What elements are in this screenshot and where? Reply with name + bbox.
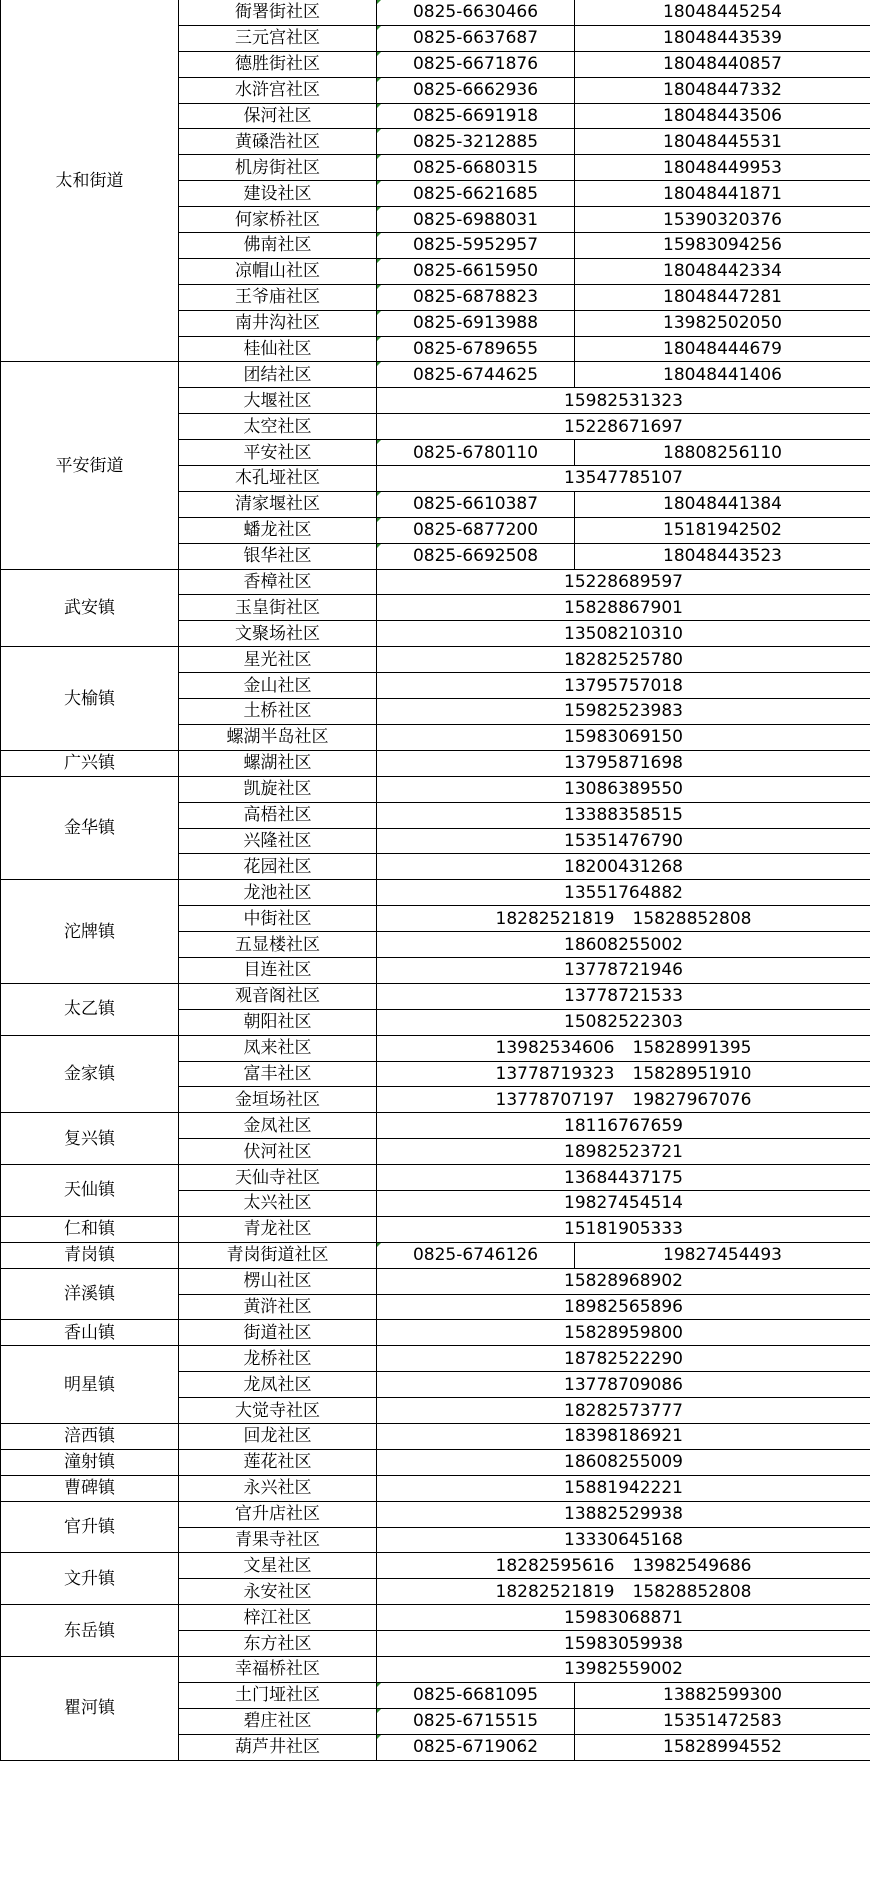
community-name: 木孔垭社区: [179, 466, 377, 492]
mobile-phone: 19827454493: [575, 1242, 870, 1268]
contact-phone: 13795757018: [377, 673, 870, 699]
table-row: [1, 1553, 870, 1579]
landline-phone: 0825-6680315: [377, 155, 575, 181]
landline-phone: 0825-6913988: [377, 310, 575, 336]
community-name: 黄浒社区: [179, 1294, 377, 1320]
community-name: 凯旋社区: [179, 776, 377, 802]
community-name: 永兴社区: [179, 1475, 377, 1501]
town-name: 大榆镇: [1, 647, 179, 751]
contact-phone: 18608255009: [377, 1449, 870, 1475]
community-name: 银华社区: [179, 543, 377, 569]
community-name: 螺湖社区: [179, 750, 377, 776]
landline-phone: 0825-6681095: [377, 1682, 575, 1708]
community-name: 土桥社区: [179, 699, 377, 725]
community-name: 黄磉浩社区: [179, 129, 377, 155]
community-name: 中街社区: [179, 906, 377, 932]
mobile-phone: 18048441871: [575, 181, 870, 207]
community-name: 桂仙社区: [179, 336, 377, 362]
mobile-phone: 18808256110: [575, 440, 870, 466]
town-name: 天仙镇: [1, 1165, 179, 1217]
phone-pair-wrap: [496, 1037, 752, 1059]
contact-phone: 13882529938: [377, 1501, 870, 1527]
mobile-phone: 18048445531: [575, 129, 870, 155]
community-name: 金凤社区: [179, 1113, 377, 1139]
community-name: 文星社区: [179, 1553, 377, 1579]
contact-phone: 13778721533: [377, 983, 870, 1009]
town-name: 文升镇: [1, 1553, 179, 1605]
table-row: [1, 983, 870, 1009]
table-row: [1, 647, 870, 673]
community-name: 青果寺社区: [179, 1527, 377, 1553]
community-name: 大堰社区: [179, 388, 377, 414]
contact-phone: 15228689597: [377, 569, 870, 595]
landline-phone: 0825-6691918: [377, 103, 575, 129]
community-name: 凤来社区: [179, 1035, 377, 1061]
town-name: 曹碑镇: [1, 1475, 179, 1501]
mobile-phone: 18282595616: [495, 1555, 615, 1576]
table-row: [1, 1423, 870, 1449]
mobile-phone: 18048449953: [575, 155, 870, 181]
mobile-phone: 18048443506: [575, 103, 870, 129]
community-name: 蟠龙社区: [179, 517, 377, 543]
community-name: 文聚场社区: [179, 621, 377, 647]
landline-phone: 0825-6662936: [377, 77, 575, 103]
contact-phone: 13684437175: [377, 1165, 870, 1191]
town-name: 金华镇: [1, 776, 179, 880]
contact-phone: 18982523721: [377, 1139, 870, 1165]
mobile-phone: 18048443523: [575, 543, 870, 569]
contact-phone: 15082522303: [377, 1009, 870, 1035]
community-name: 青岗街道社区: [179, 1242, 377, 1268]
mobile-phone: 15983094256: [575, 233, 870, 259]
phone-pair-wrap: [496, 1581, 752, 1603]
table-row: [1, 1113, 870, 1139]
contact-phone: 13778721946: [377, 957, 870, 983]
community-name: 南井沟社区: [179, 310, 377, 336]
town-name: 香山镇: [1, 1320, 179, 1346]
table-row: [1, 1242, 870, 1268]
town-name: 沱牌镇: [1, 880, 179, 984]
mobile-phone: 15828951910: [632, 1063, 752, 1084]
mobile-phone: 15828852808: [632, 1581, 752, 1602]
community-name: 清家堰社区: [179, 491, 377, 517]
town-name: 平安街道: [1, 362, 179, 569]
mobile-phone: 19827967076: [632, 1089, 752, 1110]
community-name: 幸福桥社区: [179, 1657, 377, 1683]
table-row: [1, 1449, 870, 1475]
community-name: 王爷庙社区: [179, 284, 377, 310]
table-row: [1, 1035, 870, 1061]
community-name: 机房街社区: [179, 155, 377, 181]
table-row: [1, 569, 870, 595]
community-name: 兴隆社区: [179, 828, 377, 854]
mobile-phone: 18048447281: [575, 284, 870, 310]
landline-phone: 0825-6671876: [377, 51, 575, 77]
contact-phone: 13778709086: [377, 1372, 870, 1398]
mobile-phone: 18282521819: [495, 1581, 615, 1602]
landline-phone: 0825-5952957: [377, 233, 575, 259]
community-name: 星光社区: [179, 647, 377, 673]
phone-pair: [377, 1087, 870, 1113]
landline-phone: 0825-6615950: [377, 258, 575, 284]
phone-pair-wrap: [496, 1063, 752, 1085]
town-name: 复兴镇: [1, 1113, 179, 1165]
town-name: 武安镇: [1, 569, 179, 647]
community-name: 玉皇街社区: [179, 595, 377, 621]
phone-pair-wrap: [496, 1555, 752, 1577]
mobile-phone: 18048441406: [575, 362, 870, 388]
contact-phone: 15228671697: [377, 414, 870, 440]
town-name: 金家镇: [1, 1035, 179, 1113]
town-name: 太和街道: [1, 0, 179, 362]
phone-pair-wrap: [496, 1089, 752, 1111]
community-name: 德胜街社区: [179, 51, 377, 77]
contact-phone: 19827454514: [377, 1190, 870, 1216]
community-name: 香樟社区: [179, 569, 377, 595]
mobile-phone: 15828852808: [632, 908, 752, 929]
town-name: 洋溪镇: [1, 1268, 179, 1320]
table-row: [1, 1216, 870, 1242]
contact-phone: 13547785107: [377, 466, 870, 492]
community-name: 永安社区: [179, 1579, 377, 1605]
community-name: 龙池社区: [179, 880, 377, 906]
community-name: 建设社区: [179, 181, 377, 207]
community-name: 平安社区: [179, 440, 377, 466]
landline-phone: 0825-6637687: [377, 25, 575, 51]
community-name: 青龙社区: [179, 1216, 377, 1242]
contact-phone: 13982559002: [377, 1657, 870, 1683]
community-name: 回龙社区: [179, 1423, 377, 1449]
table-row: [1, 1346, 870, 1372]
mobile-phone: 18048443539: [575, 25, 870, 51]
community-name: 五显楼社区: [179, 932, 377, 958]
community-name: 目连社区: [179, 957, 377, 983]
town-name: 东岳镇: [1, 1605, 179, 1657]
landline-phone: 0825-6621685: [377, 181, 575, 207]
landline-phone: 0825-6789655: [377, 336, 575, 362]
community-name: 梓江社区: [179, 1605, 377, 1631]
contact-phone: 15828968902: [377, 1268, 870, 1294]
mobile-phone: 13778719323: [495, 1063, 615, 1084]
contact-phone: 13551764882: [377, 880, 870, 906]
mobile-phone: 13982534606: [495, 1038, 615, 1059]
table-row: [1, 0, 870, 25]
community-name: 何家桥社区: [179, 207, 377, 233]
landline-phone: 0825-6878823: [377, 284, 575, 310]
contact-phone: 13795871698: [377, 750, 870, 776]
table-row: [1, 1605, 870, 1631]
phone-pair: [377, 1035, 870, 1061]
town-name: 涪西镇: [1, 1423, 179, 1449]
town-name: 广兴镇: [1, 750, 179, 776]
phone-pair: [377, 1061, 870, 1087]
community-name: 太空社区: [179, 414, 377, 440]
community-name: 金山社区: [179, 673, 377, 699]
community-name: 金垣场社区: [179, 1087, 377, 1113]
contact-phone: 18982565896: [377, 1294, 870, 1320]
contact-phone: 18608255002: [377, 932, 870, 958]
community-name: 花园社区: [179, 854, 377, 880]
mobile-phone: 18282521819: [495, 908, 615, 929]
phone-pair-wrap: [496, 908, 752, 930]
table-row: [1, 880, 870, 906]
community-name: 碧庄社区: [179, 1708, 377, 1734]
community-name: 富丰社区: [179, 1061, 377, 1087]
community-name: 三元宫社区: [179, 25, 377, 51]
table-row: [1, 776, 870, 802]
community-name: 螺湖半岛社区: [179, 724, 377, 750]
community-name: 东方社区: [179, 1631, 377, 1657]
landline-phone: 0825-6744625: [377, 362, 575, 388]
mobile-phone: 15351472583: [575, 1708, 870, 1734]
town-name: 官升镇: [1, 1501, 179, 1553]
mobile-phone: 15828994552: [575, 1734, 870, 1760]
community-name: 保河社区: [179, 103, 377, 129]
contact-phone: 15983068871: [377, 1605, 870, 1631]
community-name: 大觉寺社区: [179, 1398, 377, 1424]
community-name: 太兴社区: [179, 1190, 377, 1216]
landline-phone: 0825-6877200: [377, 517, 575, 543]
community-name: 伏河社区: [179, 1139, 377, 1165]
contact-phone: 18398186921: [377, 1423, 870, 1449]
landline-phone: 0825-6746126: [377, 1242, 575, 1268]
community-name: 龙桥社区: [179, 1346, 377, 1372]
community-name: 佛南社区: [179, 233, 377, 259]
community-name: 团结社区: [179, 362, 377, 388]
town-name: 青岗镇: [1, 1242, 179, 1268]
contact-phone: 15181905333: [377, 1216, 870, 1242]
landline-phone: 0825-6715515: [377, 1708, 575, 1734]
contact-phone: 18282525780: [377, 647, 870, 673]
community-name: 天仙寺社区: [179, 1165, 377, 1191]
mobile-phone: 18048441384: [575, 491, 870, 517]
community-name: 高梧社区: [179, 802, 377, 828]
mobile-phone: 13982549686: [632, 1555, 752, 1576]
mobile-phone: 18048447332: [575, 77, 870, 103]
community-name: 朝阳社区: [179, 1009, 377, 1035]
community-name: 莲花社区: [179, 1449, 377, 1475]
landline-phone: 0825-6692508: [377, 543, 575, 569]
table-row: [1, 750, 870, 776]
contact-phone: 15983059938: [377, 1631, 870, 1657]
landline-phone: 0825-6630466: [377, 0, 575, 25]
community-name: 凉帽山社区: [179, 258, 377, 284]
contact-phone: 13508210310: [377, 621, 870, 647]
table-row: [1, 1320, 870, 1346]
mobile-phone: 13982502050: [575, 310, 870, 336]
contact-phone: 15982523983: [377, 699, 870, 725]
contact-phone: 15828959800: [377, 1320, 870, 1346]
community-name: 龙凤社区: [179, 1372, 377, 1398]
town-name: 瞿河镇: [1, 1657, 179, 1761]
community-name: 葫芦井社区: [179, 1734, 377, 1760]
table-row: [1, 362, 870, 388]
mobile-phone: 18048440857: [575, 51, 870, 77]
phone-pair: [377, 1553, 870, 1579]
landline-phone: 0825-6610387: [377, 491, 575, 517]
table-row: [1, 1475, 870, 1501]
community-name: 官升店社区: [179, 1501, 377, 1527]
contact-phone: 15351476790: [377, 828, 870, 854]
contact-phone: 13330645168: [377, 1527, 870, 1553]
mobile-phone: 13882599300: [575, 1682, 870, 1708]
contact-phone: 18116767659: [377, 1113, 870, 1139]
phone-pair: [377, 906, 870, 932]
mobile-phone: 18048442334: [575, 258, 870, 284]
mobile-phone: 15181942502: [575, 517, 870, 543]
contact-phone: 18282573777: [377, 1398, 870, 1424]
town-name: 潼射镇: [1, 1449, 179, 1475]
contact-phone: 13388358515: [377, 802, 870, 828]
contact-phone: 15881942221: [377, 1475, 870, 1501]
table-row: [1, 1165, 870, 1191]
landline-phone: 0825-6719062: [377, 1734, 575, 1760]
contact-phone: 18200431268: [377, 854, 870, 880]
community-name: 观音阁社区: [179, 983, 377, 1009]
table-row: [1, 1657, 870, 1683]
contact-phone: 15983069150: [377, 724, 870, 750]
table-row: [1, 1268, 870, 1294]
landline-phone: 0825-3212885: [377, 129, 575, 155]
community-name: 楞山社区: [179, 1268, 377, 1294]
town-name: 仁和镇: [1, 1216, 179, 1242]
contact-table-body: [1, 0, 870, 1760]
contact-phone: 15982531323: [377, 388, 870, 414]
town-name: 明星镇: [1, 1346, 179, 1424]
landline-phone: 0825-6780110: [377, 440, 575, 466]
mobile-phone: 15828991395: [632, 1038, 752, 1059]
contact-phone: 18782522290: [377, 1346, 870, 1372]
mobile-phone: 13778707197: [495, 1089, 615, 1110]
community-name: 土门垭社区: [179, 1682, 377, 1708]
community-name: 衙署街社区: [179, 0, 377, 25]
contact-phone: 15828867901: [377, 595, 870, 621]
table-row: [1, 1501, 870, 1527]
town-name: 太乙镇: [1, 983, 179, 1035]
landline-phone: 0825-6988031: [377, 207, 575, 233]
phone-pair: [377, 1579, 870, 1605]
contact-phone: 13086389550: [377, 776, 870, 802]
community-name: 水浒宫社区: [179, 77, 377, 103]
mobile-phone: 18048444679: [575, 336, 870, 362]
community-name: 街道社区: [179, 1320, 377, 1346]
mobile-phone: 15390320376: [575, 207, 870, 233]
mobile-phone: 18048445254: [575, 0, 870, 25]
